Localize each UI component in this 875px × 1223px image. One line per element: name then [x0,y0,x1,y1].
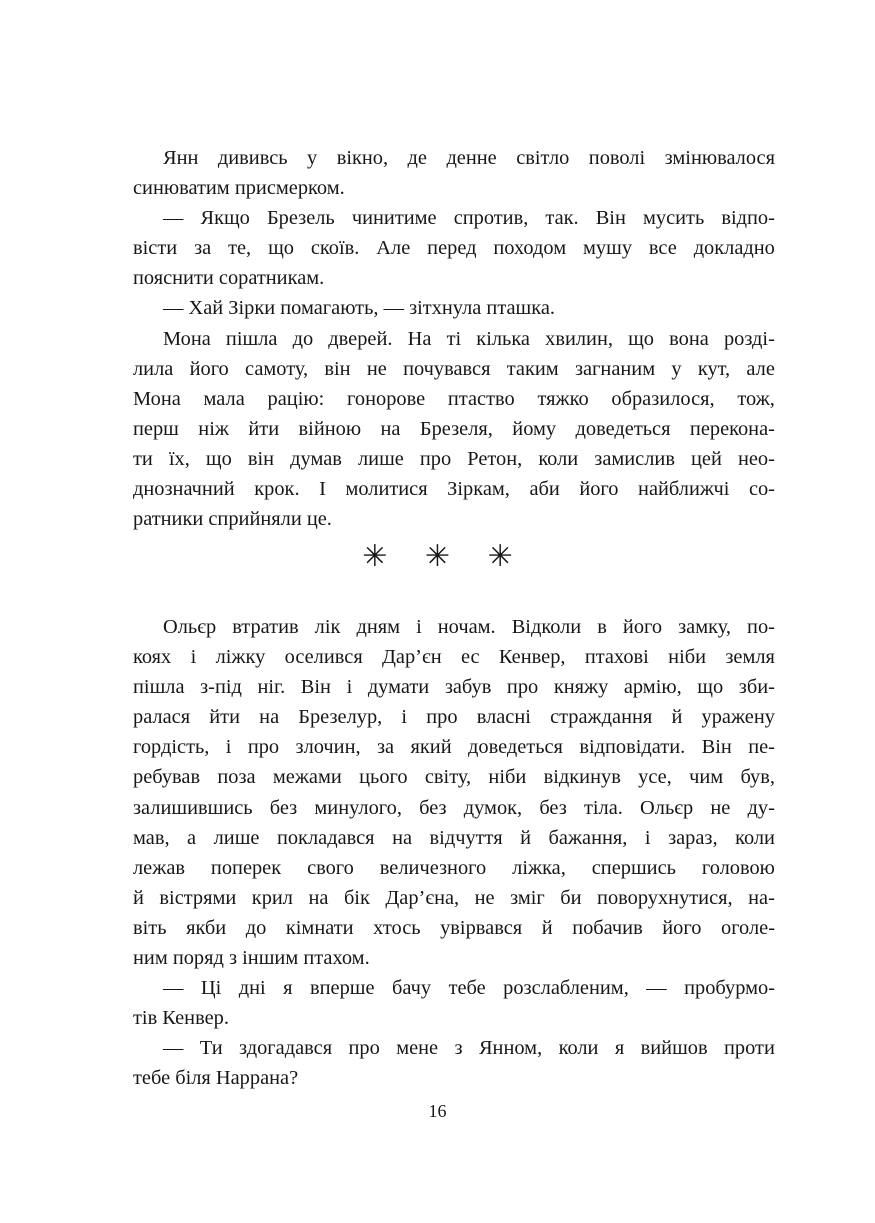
word: не [710,796,731,819]
word: Він [595,207,626,230]
word: перш [133,417,179,440]
word: без [269,796,298,819]
word: доведеться [575,417,671,440]
text-line: тебе біля Наррана? [133,1067,299,1090]
text-line [133,853,775,883]
word: кілька [476,327,530,350]
word: бачу [392,977,432,1000]
word: зби- [738,676,775,699]
word: пішла [133,676,185,699]
word: перед [427,237,477,260]
word: розді- [723,327,775,350]
word: пробурмо- [684,977,775,1000]
word: почувався [403,357,491,380]
word: але [746,357,775,380]
word: поворухнутися, [597,886,733,909]
word: образилося, [611,387,715,410]
word: хтось [373,916,421,939]
word: його [662,916,702,939]
word: який [410,736,452,759]
word: він [324,357,351,380]
word: мусить [642,207,705,230]
text-line [133,672,775,702]
word: був, [740,766,775,789]
word: дням [356,616,401,638]
word: дививсь [217,147,288,169]
word: Ти [199,1037,223,1060]
paragraph [133,324,775,535]
word: забув [444,676,492,699]
word: Брезеля, [419,417,493,440]
word: а [187,826,197,849]
word: доведеться [468,736,563,759]
word: Кенвер, [498,646,566,669]
word: і [190,646,197,669]
word: про [419,447,452,470]
word: і [401,706,408,729]
word: кут, [697,357,731,380]
page-number: 16 [428,1101,447,1121]
word: тіла. [583,796,623,819]
word: тебе [448,977,486,1000]
word: спротив, [453,207,529,230]
eight-pointed-star-icon: ✳ ✳ ✳ [362,539,527,574]
text-line [133,474,775,504]
text-line [133,913,775,943]
text-line [133,384,775,414]
word: армію, [623,676,682,699]
word: вістрями [159,886,237,909]
word: мене [396,1037,439,1060]
word: ніж [198,417,229,440]
text-line [133,354,775,384]
word: — [163,1037,184,1060]
scene-break-separator [0,540,875,574]
word: не [366,357,387,380]
word: ніби [668,646,707,669]
paragraph [133,203,775,293]
paragraph [133,143,775,203]
word: не [474,886,495,909]
word: й [520,826,532,849]
word: коях [133,646,172,669]
word: віть [133,916,167,939]
word: що [205,447,232,470]
word: спершись [591,856,676,879]
word: хвилин, [545,327,613,350]
word: вікно, [336,147,389,169]
word: побачив [572,916,643,939]
word: до [245,916,267,939]
word: ти [133,447,153,470]
word: на [392,826,413,849]
word: вийшов [640,1037,708,1060]
word: й [133,886,144,909]
word: змінювалося [664,147,775,169]
word: відпо- [721,207,775,230]
word: цього [359,766,408,789]
word: думав [290,447,342,470]
word: На [407,327,432,350]
word: думок, [463,796,523,819]
text-line [133,823,775,853]
word: — [163,207,184,230]
word: що [268,237,294,260]
word: на [259,706,280,729]
word: за [377,736,395,759]
word: коли [735,826,775,849]
word: якби [186,916,227,939]
word: со- [748,478,775,501]
word: гордість, [133,736,210,759]
word: йти [209,706,240,729]
word: замислив [594,447,675,470]
word: бажання, [548,826,628,849]
word: ралася [133,706,191,729]
word: відкинув [543,766,621,789]
word: зміг [510,886,545,909]
word: лила [133,357,174,380]
word: межами [272,766,342,789]
word: до [292,327,314,350]
word: покладався [276,826,375,849]
word: Дар’єн [382,646,442,669]
word: на- [748,886,775,909]
word: земля [725,646,775,669]
word: за [194,237,212,260]
word: залишившись [133,796,253,819]
word: по- [747,616,775,638]
word: ночам. [437,616,496,638]
word: все [648,237,677,260]
word: йти [248,417,280,440]
word: в [597,616,607,638]
word: я [614,1037,625,1060]
word: поволі [588,147,646,169]
word: молитися [345,478,428,501]
word: і [346,676,353,699]
word: тяжко [537,387,589,410]
word: кімнати [285,916,354,939]
word: втратив [232,616,299,638]
text-line [133,444,775,474]
word: розслабленим, [503,977,629,1000]
text-line: пояснити соратникам. [133,267,325,290]
word: поперек [210,856,282,879]
word: увірвався [440,916,523,939]
word: вперше [310,977,375,1000]
word: те, [228,237,252,260]
word: дні [238,977,266,1000]
text-line [133,702,775,732]
word: його [579,478,619,501]
word: денне [446,147,497,169]
word: ду- [747,796,775,819]
word: загнаним [574,357,656,380]
word: лише [357,447,404,470]
word: думати [367,676,430,699]
word: й [541,916,553,939]
word: таким [506,357,559,380]
word: птахові [584,646,649,669]
word: ніби [488,766,527,789]
word: походом [493,237,567,260]
word: ес [460,646,480,669]
text-line [133,762,775,792]
word: і [225,736,232,759]
text-line [133,642,775,672]
word: Мона [163,327,211,350]
word: лежав [133,856,185,879]
text-line [133,324,775,354]
word: я [283,977,293,1000]
text-line: ним поряд з іншим птахом. [133,947,370,970]
word: його [622,616,663,638]
word: так. [545,207,579,230]
word: минулого, [314,796,402,819]
word: коли [558,1037,599,1060]
body-text-block-one [133,143,775,534]
word: вісти [133,237,178,260]
word: свого [307,856,354,879]
word: світу, [424,766,472,789]
word: перекона- [689,417,775,440]
word: його [189,357,229,380]
word: величезного [379,856,487,879]
word: Ретон, [467,447,523,470]
word: — [163,977,184,1000]
word: вона [669,327,709,350]
text-line [133,414,775,444]
word: замку, [678,616,732,638]
word: про [506,676,539,699]
word: власні [476,706,531,729]
word: оселився [284,646,363,669]
word: йому [512,417,557,440]
word: без [539,796,567,819]
word: й [671,706,683,729]
text-line [133,793,775,823]
word: днозначний [133,478,235,501]
word: гонорове [347,387,426,410]
word: ліжку [215,646,266,669]
text-line [133,732,775,762]
word: Ці [200,977,222,1000]
word: коли [538,447,579,470]
word: Дар’єна, [385,886,460,909]
word: Якщо [200,207,250,230]
text-line [133,973,775,1003]
word: мала [203,387,245,410]
word: з [454,1037,463,1060]
word: — [646,977,667,1000]
word: Брезель [266,207,335,230]
text-line [133,1033,775,1063]
word: Зіркам, [447,478,510,501]
text-line [133,612,775,642]
word: лише [213,826,260,849]
word: ті [446,327,462,350]
word: що [697,676,724,699]
word: крил [251,886,293,909]
word: би [560,886,582,909]
word: Янн [163,147,199,169]
word: бік [343,886,370,909]
paragraph [133,612,775,973]
word: Янном, [478,1037,543,1060]
text-line: синюватим присмерком. [133,177,345,200]
word: він [247,447,275,470]
word: без [419,796,447,819]
word: княжу [553,676,609,699]
word: ніг. [257,676,286,699]
word: ліжка, [512,856,566,879]
word: на [308,886,329,909]
word: Але [376,237,411,260]
word: і [416,616,422,638]
word: чинитиме [351,207,437,230]
word: Він [701,736,732,759]
word: мав, [133,826,170,849]
word: тож, [737,387,775,410]
word: Він [300,676,331,699]
word: пе- [748,736,775,759]
word: їх, [168,447,190,470]
text-line [133,143,775,173]
word: про [348,1037,380,1060]
word: пішла [225,327,278,350]
word: Брезелур, [298,706,383,729]
word: відповідати. [579,736,686,759]
word: війною [298,417,362,440]
word: здогадався [239,1037,333,1060]
word: нео- [737,447,775,470]
word: найближчі [638,478,730,501]
word: докладно [693,237,775,260]
word: злочин, [295,736,361,759]
word: уражену [701,706,775,729]
word: зараз, [668,826,718,849]
word: птаство [447,387,515,410]
word: скоїв. [310,237,360,260]
word: поза [217,766,256,789]
word: що [628,327,655,350]
word: аби [529,478,560,501]
word: з-під [200,676,242,699]
word: усе, [638,766,672,789]
word: дверей. [328,327,393,350]
word: Мона [133,387,181,410]
word: у [307,147,318,169]
word: проти [724,1037,775,1060]
word: світло [516,147,570,169]
word: мушу [583,237,633,260]
word: Ольєр [163,616,217,638]
word: цей [691,447,722,470]
word: І [319,478,326,501]
text-line: ратники сприйняли це. [133,508,332,531]
word: у [671,357,682,380]
word: лік [314,616,341,638]
word: на [380,417,401,440]
text-line [133,883,775,913]
word: і [644,826,651,849]
word: головою [701,856,775,879]
word: ребував [133,766,201,789]
word: про [426,706,458,729]
body-text-block-two [133,612,775,1094]
word: Відколи [511,616,582,638]
paragraph [133,973,775,1033]
text-line: тів Кенвер. [133,1007,229,1030]
word: крок. [254,478,300,501]
word: відчуття [429,826,503,849]
word: чим [689,766,724,789]
word: самоту, [245,357,309,380]
word: де [407,147,427,169]
word: рацію: [267,387,325,410]
text-line [133,233,775,263]
word: про [247,736,280,759]
paragraph [133,293,775,323]
text-line: — Хай Зірки помагають, — зітхнула пташка. [163,297,556,320]
text-line [133,203,775,233]
word: оголе- [721,916,775,939]
word: страждання [550,706,653,729]
word: Ольєр [640,796,694,819]
paragraph [133,1033,775,1093]
